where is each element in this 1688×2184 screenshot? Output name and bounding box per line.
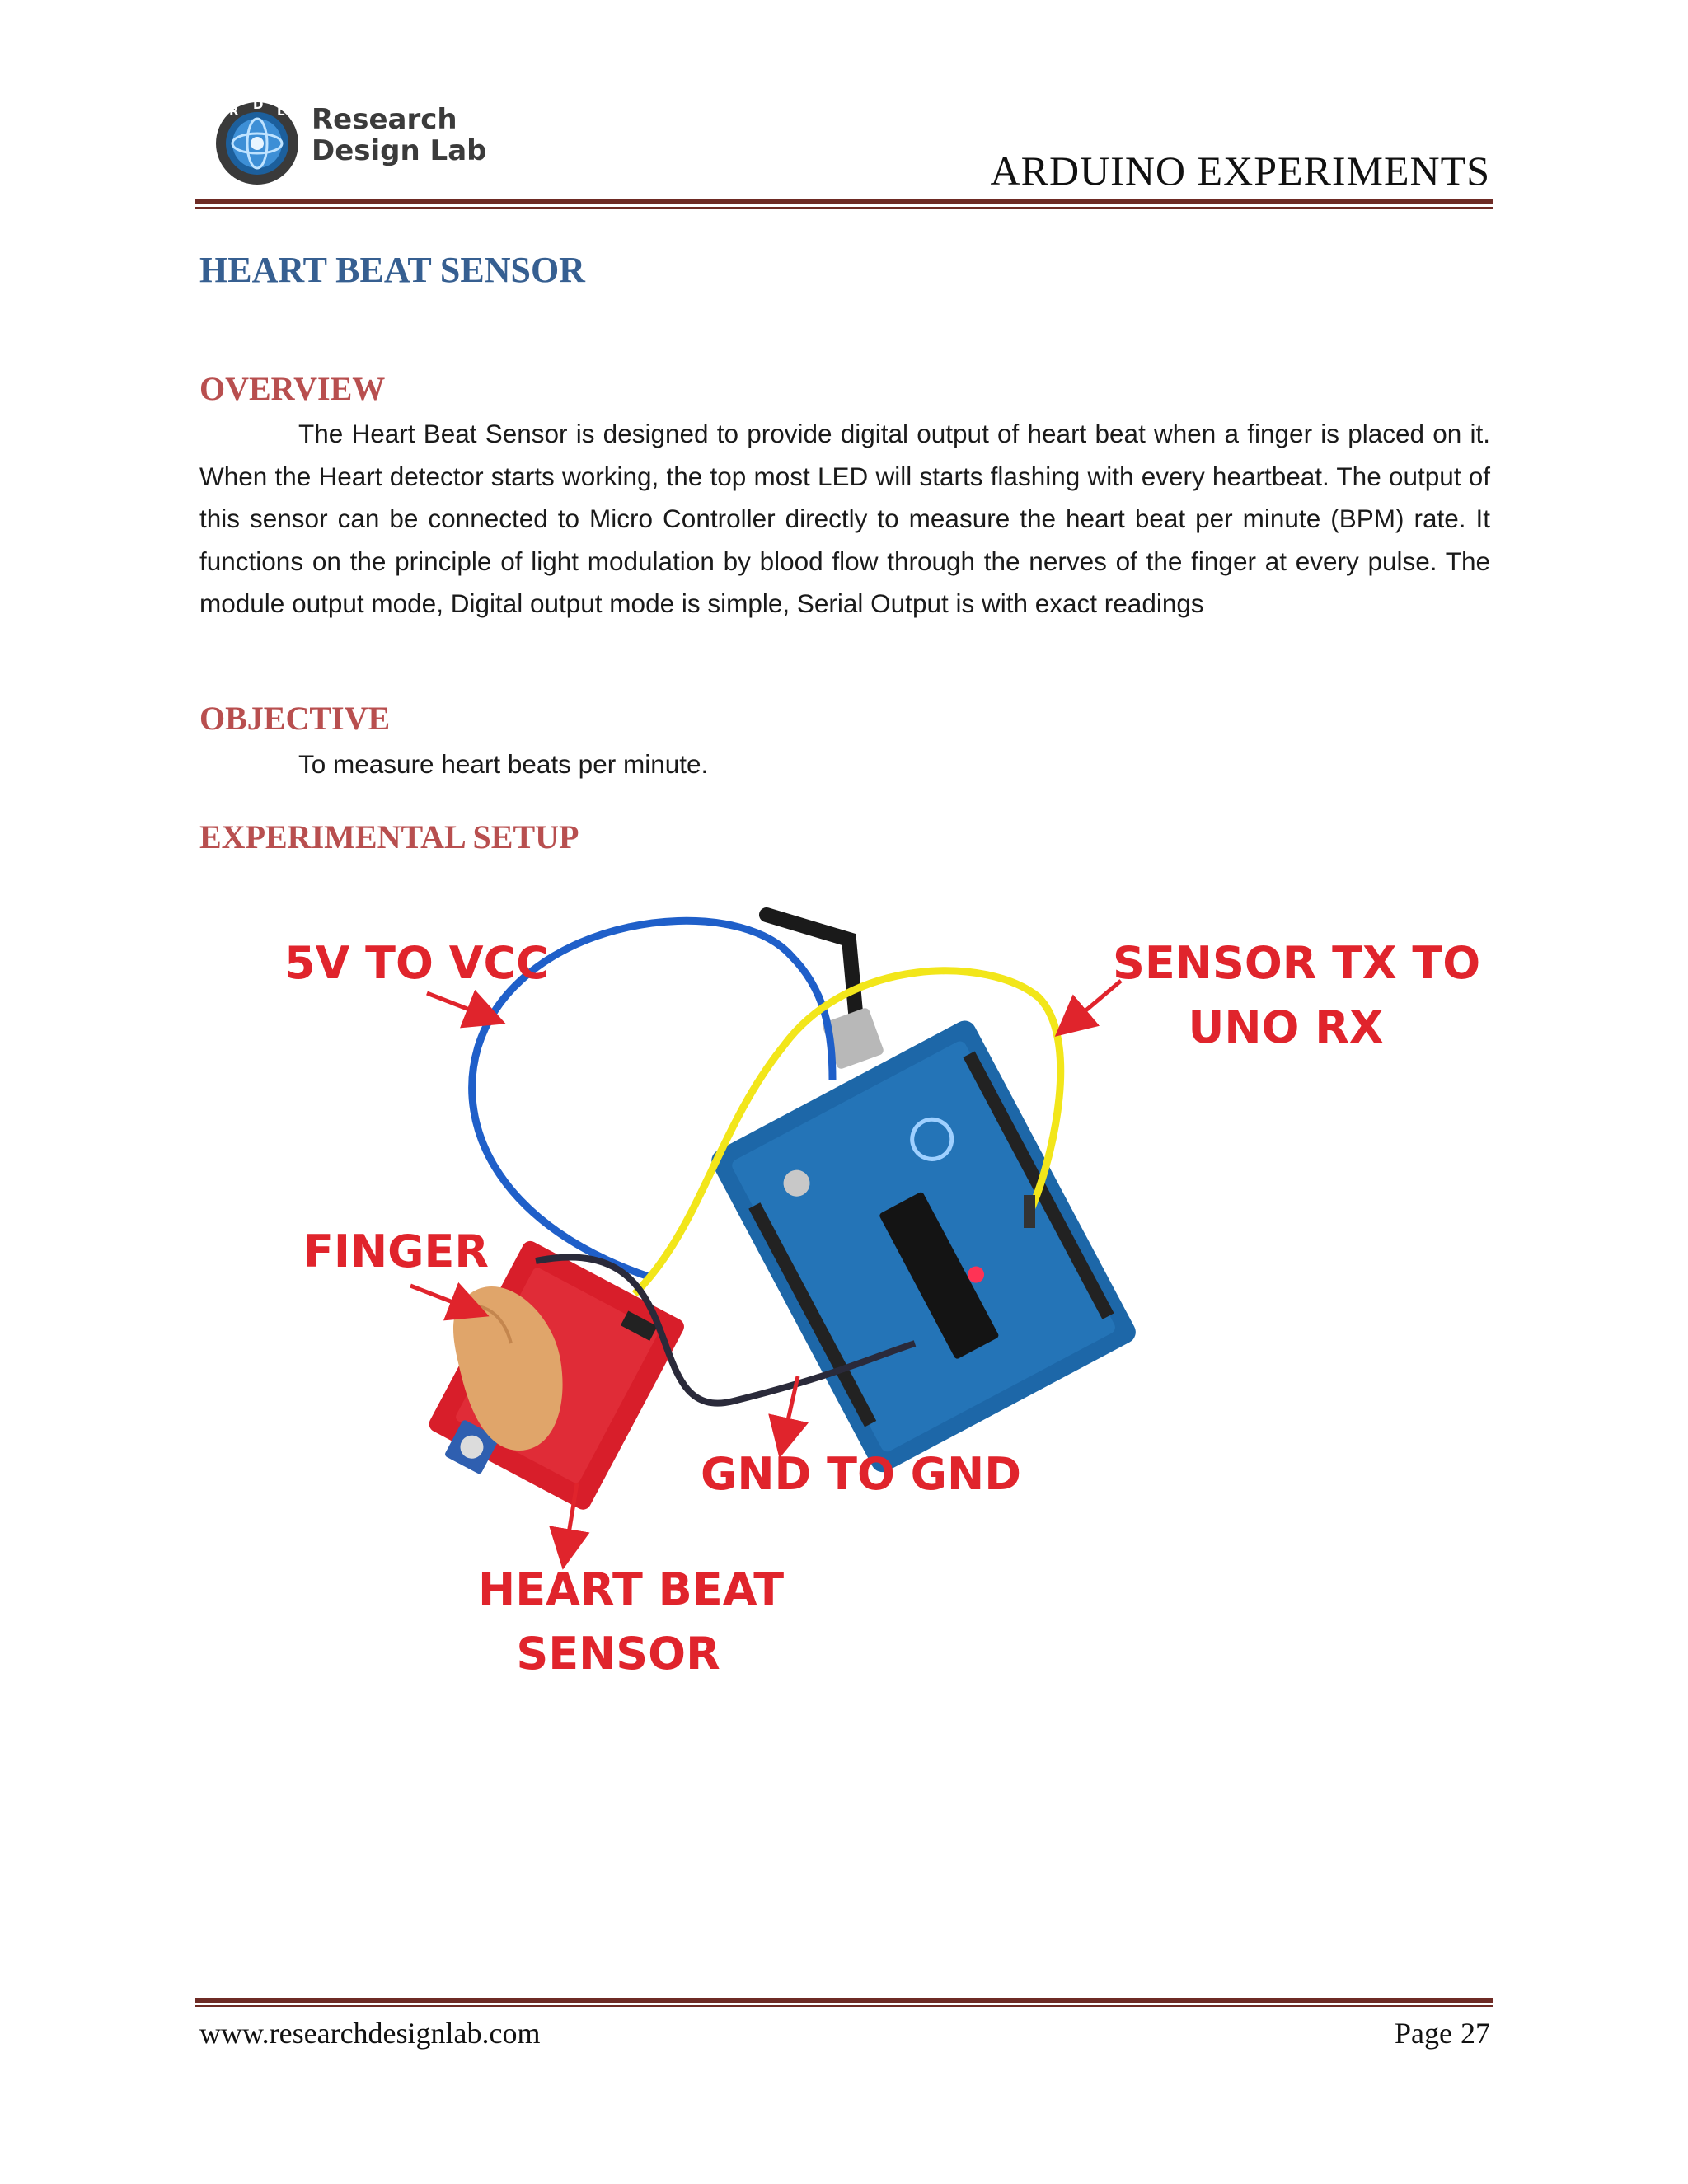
arrow-finger <box>410 1286 474 1310</box>
label-finger: FINGER <box>303 1226 489 1277</box>
experimental-setup-figure <box>206 882 1492 1714</box>
page-title: HEART BEAT SENSOR <box>199 250 585 290</box>
objective-paragraph: To measure heart beats per minute. <box>298 749 709 779</box>
label-5v-to-vcc: 5V TO VCC <box>284 937 549 989</box>
logo-globe-icon <box>214 97 305 188</box>
label-sensor-tx <box>1113 931 1481 1060</box>
logo-letter-l: L <box>277 104 285 119</box>
label-sensor-tx-line2: UNO RX <box>1188 1001 1384 1053</box>
footer-page-label: Page <box>1395 2017 1452 2050</box>
label-gnd-to-gnd: GND TO GND <box>701 1448 1022 1500</box>
label-heart-beat-sensor-line1: HEART BEAT <box>478 1563 785 1615</box>
overview-paragraph: The Heart Beat Sensor is designed to provide digital output of heart beat when a finger is placed on it. When the Heart detector starts working, the top most LED will starts flashing with every heartbeat. The output of this sensor can be connected to Micro Controller directly to measure the heart beat per minute (BPM) rate. It functions on the principle of light modulation by blood flow through the nerves of the finger at every pulse. The module output mode, Digital output mode is simple, Serial Output is with exact readings <box>199 419 1490 618</box>
arrow-vcc <box>427 993 490 1018</box>
objective-heading: OBJECTIVE <box>199 700 391 737</box>
footer-website-link[interactable]: www.researchdesignlab.com <box>199 2017 541 2050</box>
header-rule-thin <box>195 207 1493 209</box>
logo-text <box>312 104 487 166</box>
footer-page-value: 27 <box>1461 2017 1490 2050</box>
research-design-lab-logo <box>214 97 569 188</box>
arduino-uno-board <box>707 1017 1139 1477</box>
footer-rule-thin <box>195 2005 1493 2007</box>
footer-rule <box>195 1998 1493 2003</box>
logo-text-line1: Research <box>312 103 457 136</box>
header-rule <box>195 199 1493 204</box>
label-heart-beat-sensor <box>478 1558 785 1686</box>
label-sensor-tx-line1: SENSOR TX TO <box>1113 937 1481 989</box>
logo-letter-r: R <box>229 104 239 119</box>
logo-letter-d: D <box>253 97 264 112</box>
running-title: ARDUINO EXPERIMENTS <box>990 148 1490 194</box>
overview-heading: OVERVIEW <box>199 370 386 407</box>
label-heart-beat-sensor-line2: SENSOR <box>516 1628 720 1680</box>
logo-text-line2: Design Lab <box>312 134 487 167</box>
setup-heading: EXPERIMENTAL SETUP <box>199 818 579 855</box>
footer-page-number <box>1386 2016 1490 2050</box>
